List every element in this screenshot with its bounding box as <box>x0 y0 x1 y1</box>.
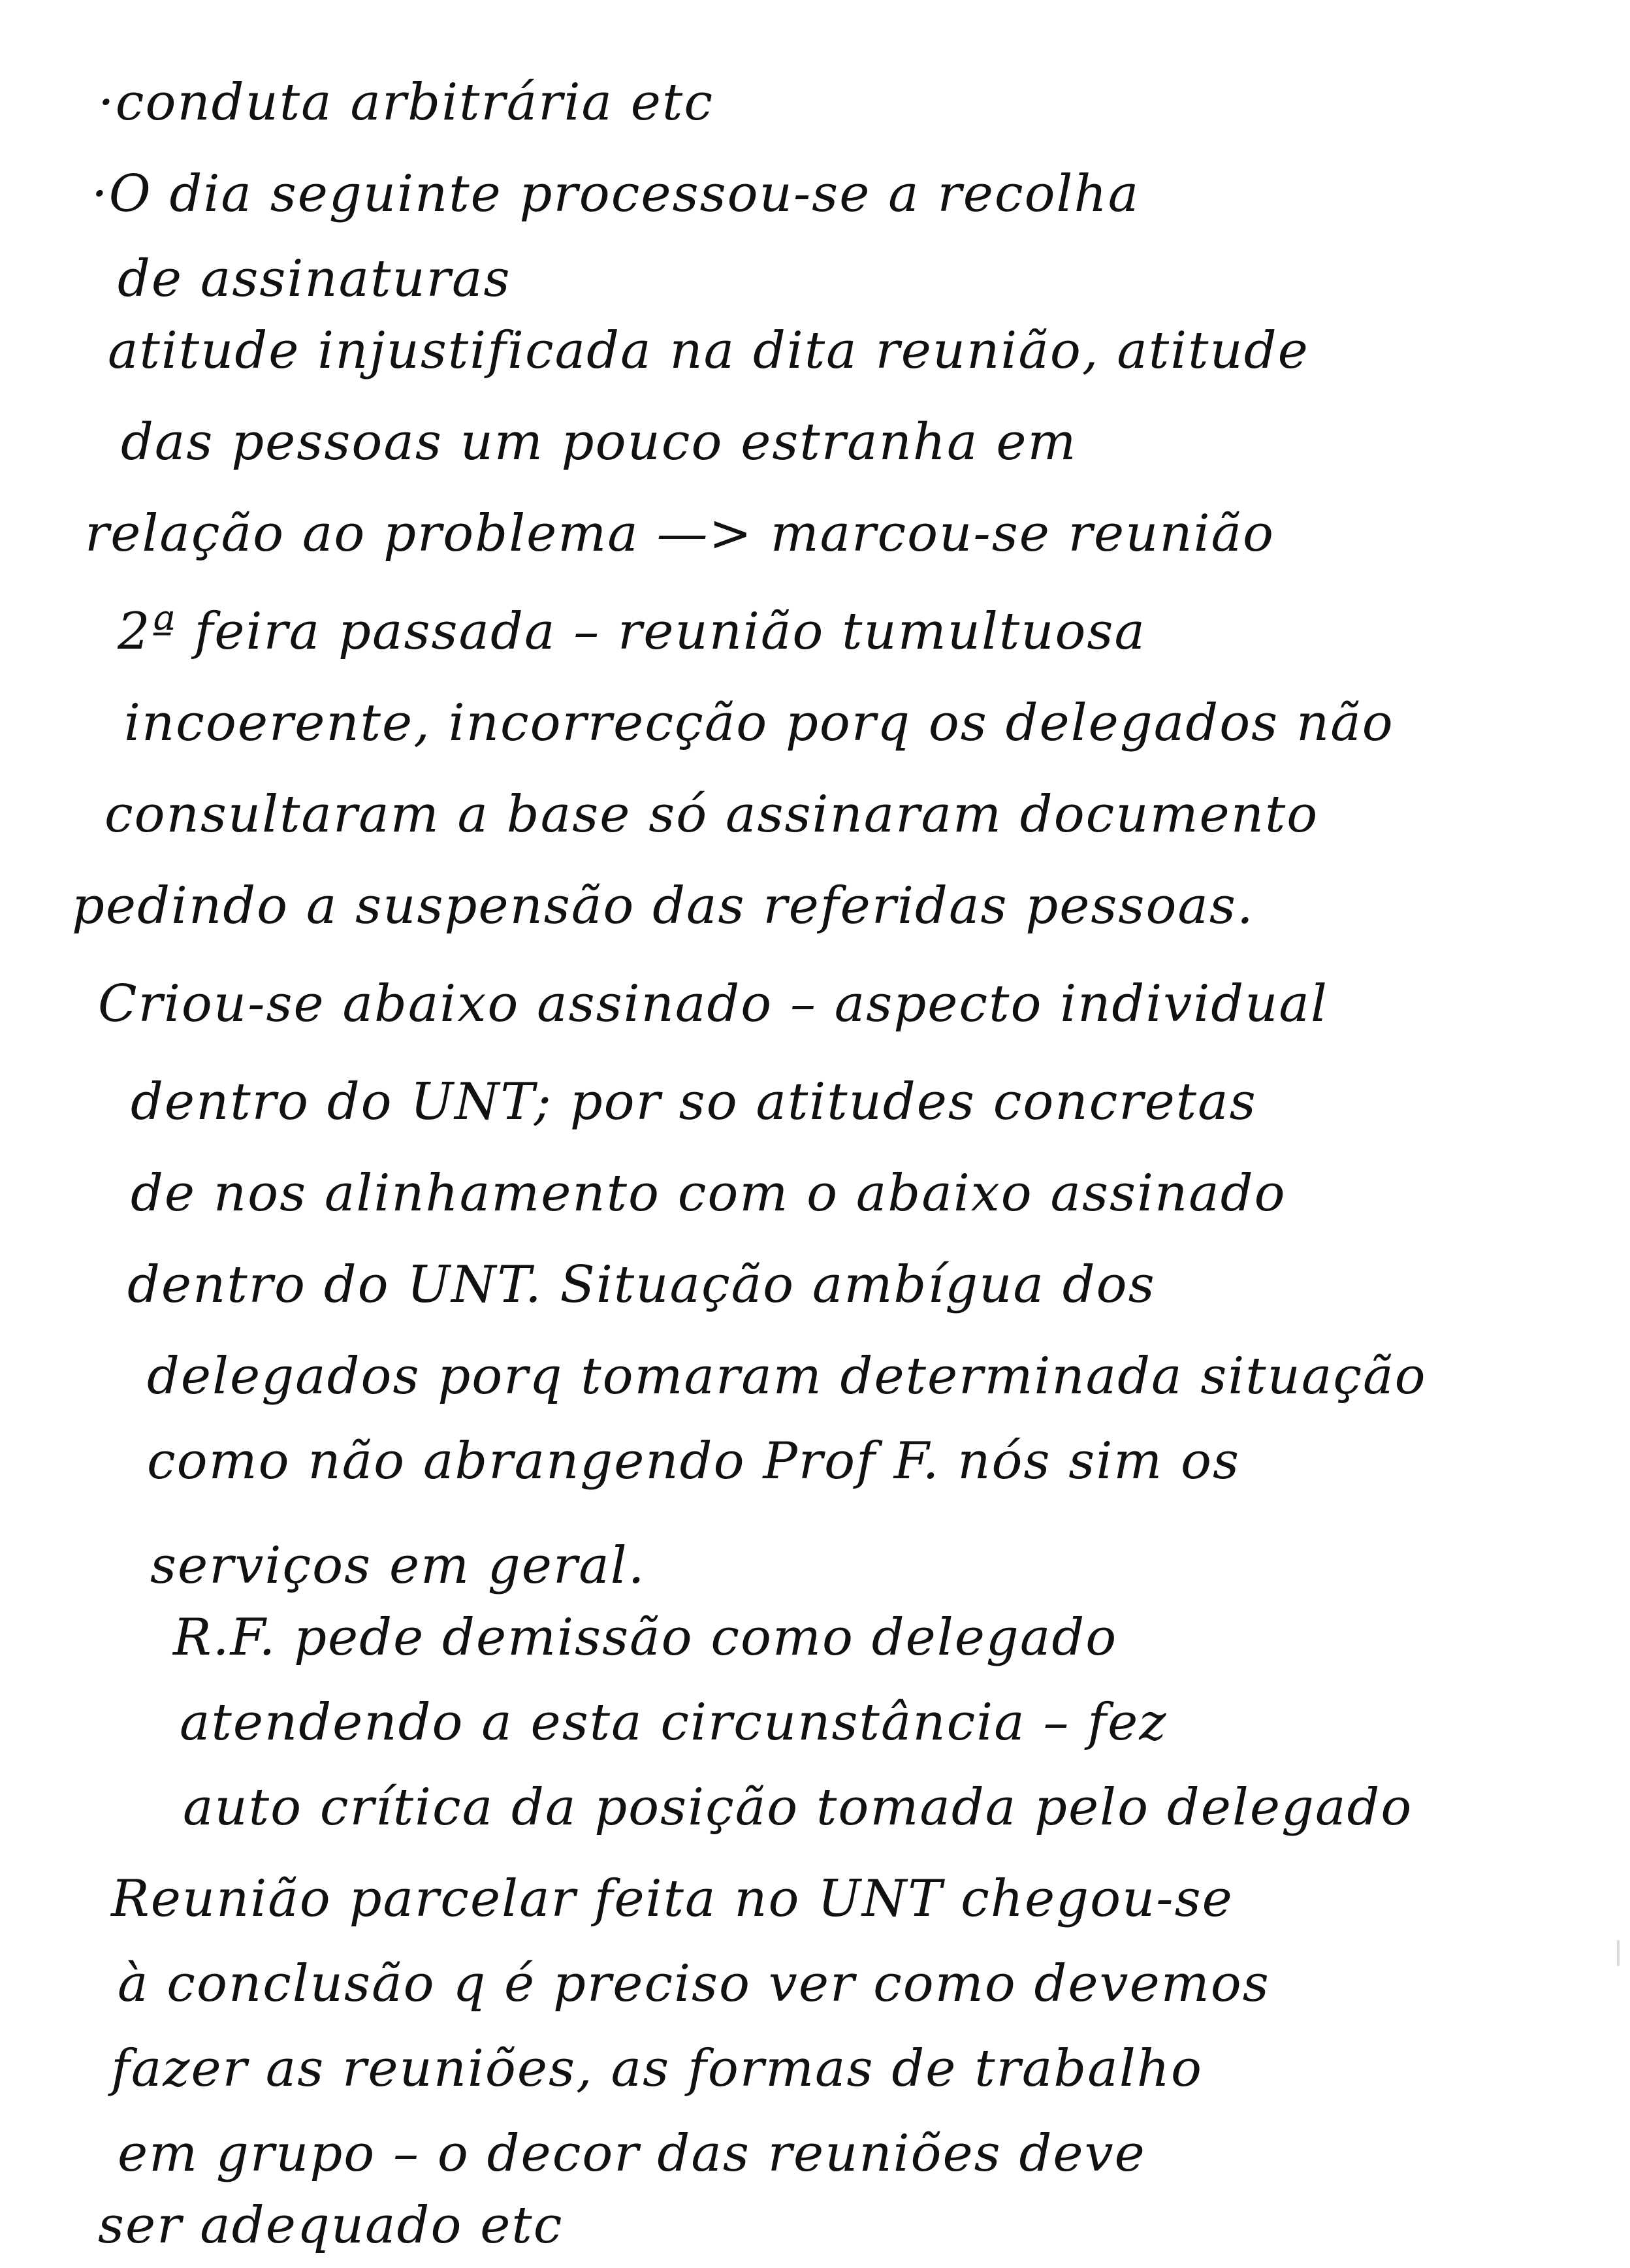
handwritten-line: em grupo – o decor das reuniões deve <box>118 2124 1146 2183</box>
handwritten-line: R.F. pede demissão como delegado <box>173 1608 1118 1667</box>
handwritten-line: 2ª feira passada – reunião tumultuosa <box>118 602 1146 661</box>
handwritten-line: como não abrangendo Prof F. nós sim os <box>147 1432 1241 1491</box>
handwritten-line: das pessoas um pouco estranha em <box>121 413 1078 472</box>
handwritten-line: relação ao problema —> marcou-se reunião <box>85 504 1275 563</box>
handwritten-line: delegados porq tomaram determinada situação <box>147 1347 1427 1406</box>
handwritten-line: ·conduta arbitrária etc <box>98 73 714 132</box>
handwritten-line: serviços em geral. <box>150 1536 646 1595</box>
handwritten-line: pedindo a suspensão das referidas pessoas. <box>72 877 1254 935</box>
handwritten-line: dentro do UNT. Situação ambígua dos <box>127 1256 1156 1314</box>
handwritten-line: fazer as reuniões, as formas de trabalho <box>111 2039 1203 2098</box>
handwritten-line: de assinaturas <box>118 250 511 308</box>
handwritten-line: atitude injustificada na dita reunião, atitude <box>108 321 1309 380</box>
handwritten-line: auto crítica da posição tomada pelo delegado <box>183 1778 1413 1837</box>
handwritten-line: à conclusão q é preciso ver como devemos <box>118 1954 1270 2013</box>
handwritten-line: consultaram a base só assinaram documento <box>104 785 1319 844</box>
handwritten-line: ser adequado etc <box>98 2196 564 2255</box>
handwritten-line: ·O dia seguinte processou-se a recolha <box>91 165 1140 223</box>
scan-edge-mark <box>1617 1940 1620 1966</box>
handwritten-line: dentro do UNT; por so atitudes concretas <box>131 1073 1257 1131</box>
handwritten-line: de nos alinhamento com o abaixo assinado <box>131 1164 1286 1223</box>
handwritten-line: Criou-se abaixo assinado – aspecto individual <box>98 975 1328 1033</box>
handwritten-line: incoerente, incorrecção porq os delegados não <box>124 694 1394 753</box>
handwritten-line: Reunião parcelar feita no UNT chegou-se <box>111 1870 1234 1928</box>
handwritten-line: atendendo a esta circunstância – fez <box>180 1693 1168 1752</box>
